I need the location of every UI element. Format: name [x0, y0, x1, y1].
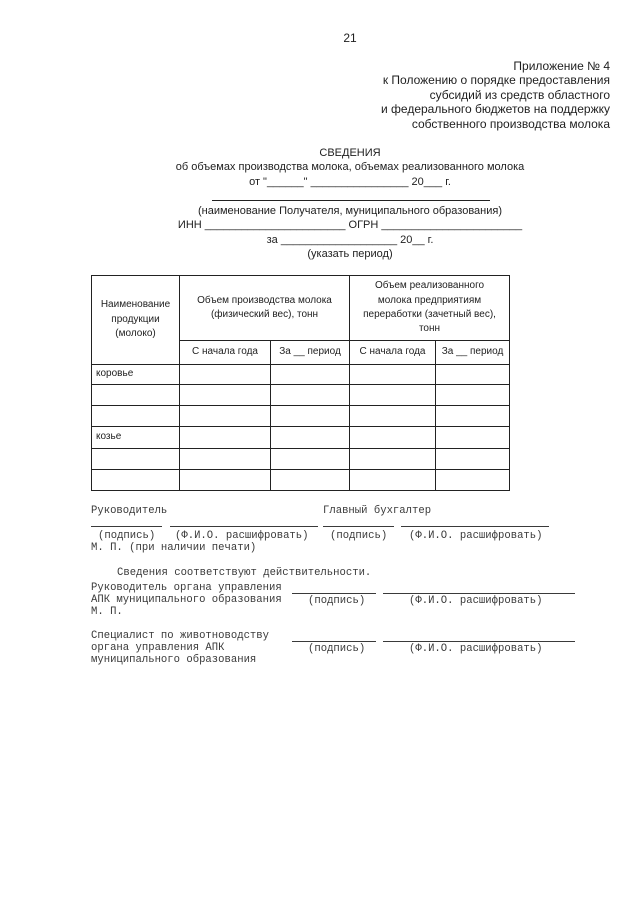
head-label: Руководитель — [91, 505, 168, 517]
table-cell — [180, 385, 271, 406]
appendix-line: к Положению о порядке предоставления — [382, 73, 610, 88]
subheader-period: За __ период — [271, 341, 350, 365]
table-cell — [350, 365, 436, 385]
table-row — [92, 385, 510, 406]
name-caption: (Ф.И.О. расшифровать) — [175, 530, 309, 542]
signature-caption: (подпись) — [308, 595, 366, 607]
confirmation-text: Сведения соответствуют действительности. — [117, 567, 372, 579]
product-header-line: продукции — [111, 313, 160, 325]
table-cell — [350, 385, 436, 406]
appendix-title: Приложение № 4 — [513, 59, 610, 73]
row-label: козье — [92, 427, 180, 449]
table-cell — [350, 427, 436, 449]
form-date-line: от "______" ________________ 20___ г. — [249, 176, 451, 188]
product-header-line: (молоко) — [115, 328, 156, 340]
name-caption: (Ф.И.О. расшифровать) — [409, 643, 543, 655]
table-row — [92, 406, 510, 427]
production-header-line: Объем производства молока — [197, 294, 332, 306]
table-cell — [271, 470, 350, 491]
name-caption: (Ф.И.О. расшифровать) — [409, 530, 543, 542]
table-cell — [436, 406, 510, 427]
accountant-signature-line — [323, 526, 394, 527]
accountant-label: Главный бухгалтер — [323, 505, 432, 517]
specialist-label: органа управления АПК — [91, 642, 225, 654]
table-row — [92, 427, 510, 449]
specialist-label: Специалист по животноводству — [91, 630, 270, 642]
subheader-since-year-start: С начала года — [180, 341, 271, 365]
production-header-line: (физический вес), тонн — [210, 309, 319, 320]
table-cell — [180, 427, 271, 449]
table-cell — [350, 406, 436, 427]
specialist-label: муниципального образования — [91, 654, 257, 666]
sold-header-line: переработки (зачетный вес), — [363, 309, 496, 320]
form-title: СВЕДЕНИЯ — [319, 147, 381, 159]
period-line: за ___________________ 20__ г. — [266, 234, 434, 246]
head-signature-line — [91, 526, 162, 527]
table-cell — [350, 470, 436, 491]
signature-caption: (подпись) — [308, 643, 366, 655]
table-cell — [436, 470, 510, 491]
row-label — [92, 470, 180, 491]
table-cell — [271, 365, 350, 385]
table-row — [92, 470, 510, 491]
table-row — [92, 449, 510, 470]
row-label — [92, 385, 180, 406]
authority-head-label: Руководитель органа управления — [91, 582, 282, 594]
authority-head-label: АПК муниципального образования — [91, 594, 282, 606]
head-name-line — [170, 526, 318, 527]
milk-volume-table — [91, 275, 509, 491]
seal-note: М. П. (при наличии печати) — [91, 542, 257, 554]
sold-header-cell — [350, 276, 510, 341]
table-cell — [271, 385, 350, 406]
table-cell — [350, 449, 436, 470]
table-cell — [180, 449, 271, 470]
table-cell — [436, 427, 510, 449]
accountant-name-line — [401, 526, 549, 527]
name-caption: (Ф.И.О. расшифровать) — [409, 595, 543, 607]
period-caption: (указать период) — [307, 248, 393, 260]
table-cell — [436, 365, 510, 385]
production-header-cell — [180, 276, 350, 341]
row-label — [92, 406, 180, 427]
appendix-block — [381, 59, 610, 131]
subheader-since-year-start: С начала года — [350, 341, 436, 365]
form-subtitle: об объемах производства молока, объемах реализованного молока — [175, 161, 525, 173]
signature-caption: (подпись) — [330, 530, 388, 542]
inn-ogrn-line: ИНН _______________________ ОГРН _______________________ — [177, 219, 523, 231]
sold-header-line: Объем реализованного — [374, 280, 485, 292]
seal-short: М. П. — [91, 606, 123, 618]
table-cell — [180, 365, 271, 385]
appendix-line: субсидий из средств областного — [429, 87, 610, 102]
recipient-blank-line — [212, 200, 490, 201]
appendix-line: и федерального бюджетов на поддержку — [381, 102, 610, 117]
signature-caption: (подпись) — [98, 530, 156, 542]
table-cell — [271, 406, 350, 427]
table-cell — [180, 470, 271, 491]
table-cell — [271, 449, 350, 470]
row-label: коровье — [92, 365, 180, 385]
appendix-line: собственного производства молока — [411, 116, 610, 131]
table-cell — [271, 427, 350, 449]
subheader-period: За __ период — [436, 341, 510, 365]
table-cell — [436, 385, 510, 406]
product-header-line: Наименование — [100, 299, 171, 311]
sold-header-line: тонн — [418, 323, 441, 335]
recipient-caption: (наименование Получателя, муниципального образования) — [197, 205, 503, 217]
table-cell — [436, 449, 510, 470]
product-header-cell — [92, 276, 180, 365]
page-number: 21 — [343, 31, 357, 45]
table-row — [92, 365, 510, 385]
row-label — [92, 449, 180, 470]
sold-header-line: молока предприятиям — [377, 294, 482, 306]
table-cell — [180, 406, 271, 427]
